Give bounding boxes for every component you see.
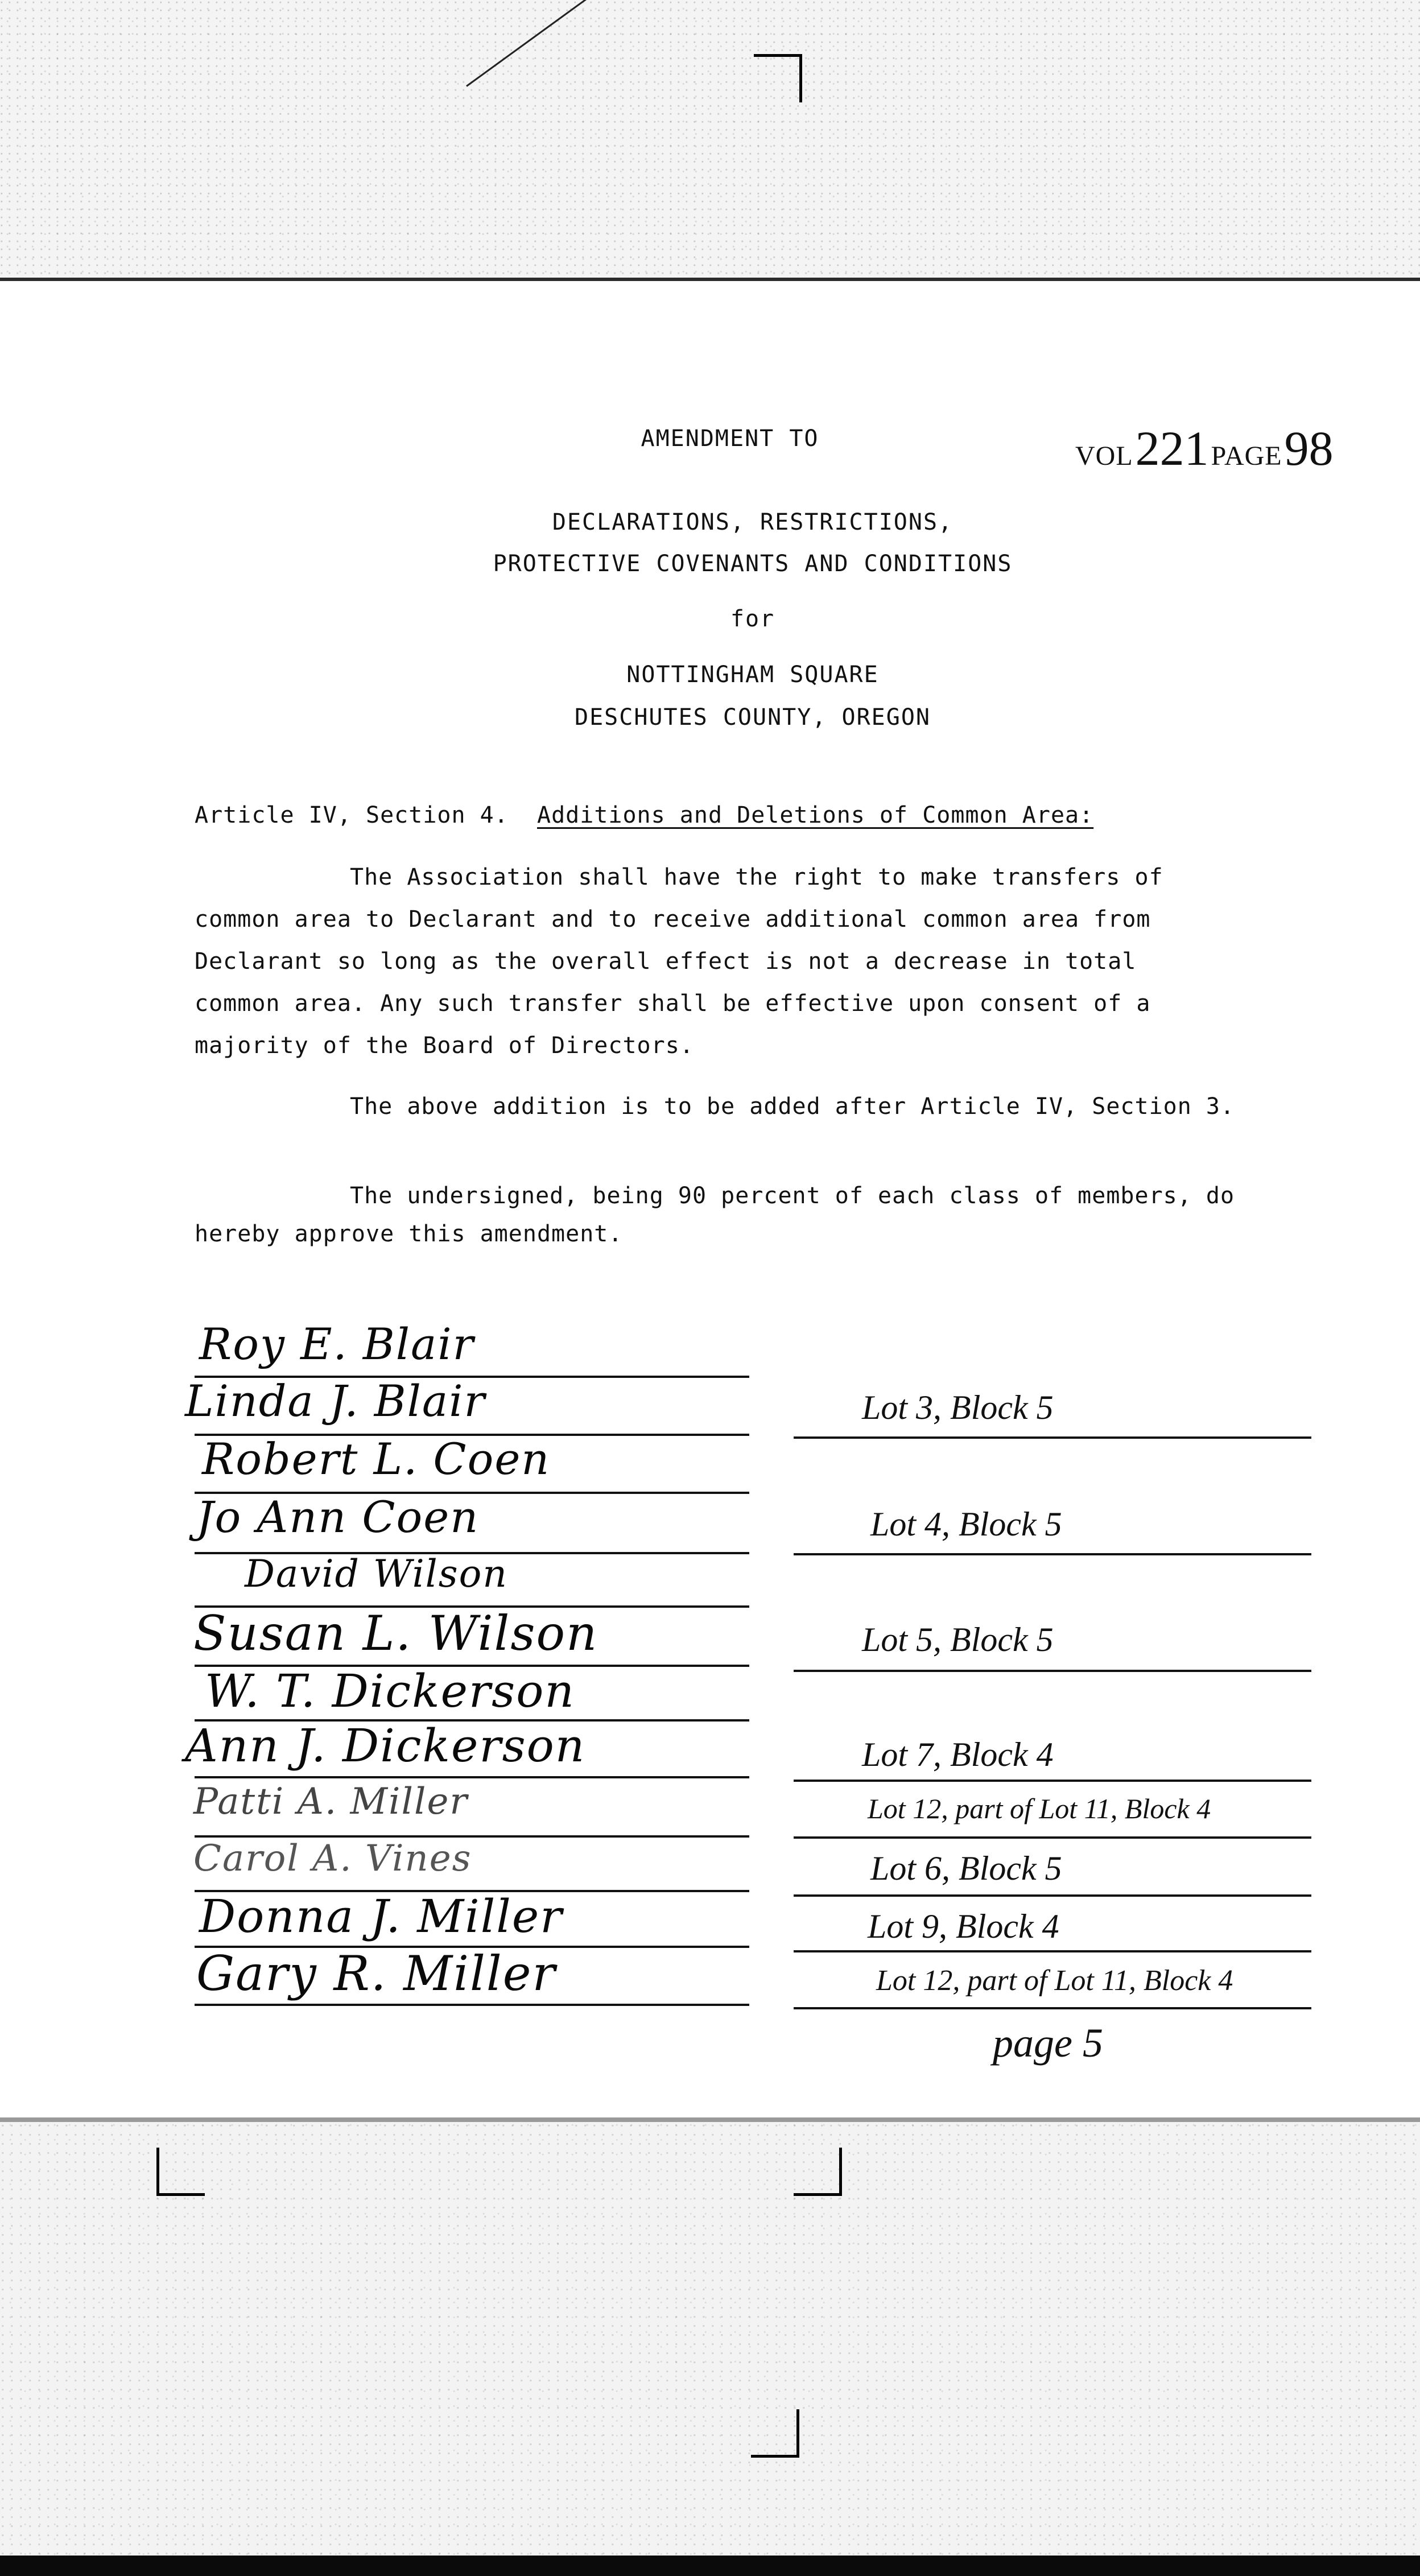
vol-label: VOL (1075, 441, 1133, 471)
sheet-edge-top (0, 278, 1420, 281)
crop-mark-top (754, 54, 802, 102)
crop-mark-lower (751, 2409, 799, 2458)
body-line-3: Declarant so long as the overall effect is not a decrease in total (195, 948, 1137, 975)
lot-entry: Lot 6, Block 5 (870, 1850, 1062, 1887)
signature-patti-miller: Patti A. Miller (193, 1781, 468, 1823)
sheet-edge-bottom (0, 2117, 1420, 2122)
lot-entry: Lot 5, Block 5 (862, 1621, 1054, 1658)
addition-note: The above addition is to be added after Article IV, Section 3. (350, 1093, 1235, 1120)
approval-line-2: hereby approve this amendment. (195, 1221, 623, 1247)
page-number: 98 (1284, 421, 1334, 476)
signature-line (195, 1776, 749, 1778)
lot-entry: Lot 12, part of Lot 11, Block 4 (868, 1793, 1211, 1824)
lot-entry: Lot 4, Block 5 (870, 1505, 1062, 1543)
lot-line (794, 1436, 1311, 1439)
scan-noise-top (0, 0, 1420, 279)
scan-noise-bottom (0, 2122, 1420, 2576)
signature-susan-wilson: Susan L. Wilson (193, 1605, 598, 1661)
signature-roy-blair: Roy E. Blair (199, 1319, 474, 1369)
body-line-1: The Association shall have the right to make transfers of (350, 864, 1163, 890)
crop-mark-bottom-left (156, 2148, 205, 2196)
signature-david-wilson: David Wilson (245, 1552, 508, 1596)
body-line-4: common area. Any such transfer shall be effective upon consent of a (195, 990, 1151, 1017)
title-for: for (730, 606, 775, 632)
lot-line (794, 1836, 1311, 1839)
signature-donna-miller: Donna J. Miller (199, 1890, 563, 1943)
scan-border-bottom (0, 2556, 1420, 2576)
signature-wt-dickerson: W. T. Dickerson (205, 1665, 575, 1718)
lot-entry: Lot 3, Block 5 (862, 1389, 1054, 1426)
article-title: Additions and Deletions of Common Area: (536, 802, 1094, 828)
body-line-5: majority of the Board of Directors. (195, 1033, 694, 1059)
signature-carol-vines: Carol A. Vines (193, 1838, 472, 1880)
signature-robert-coen: Robert L. Coen (202, 1434, 551, 1484)
vol-number: 221 (1135, 421, 1209, 476)
lot-line (794, 1780, 1311, 1782)
signature-linda-blair: Linda J. Blair (185, 1376, 486, 1426)
amendment-to-heading: AMENDMENT TO (641, 426, 819, 452)
lot-line (794, 1894, 1311, 1897)
lot-line (794, 1950, 1311, 1952)
lot-line (794, 1670, 1311, 1672)
signature-jo-ann-coen: Jo Ann Coen (196, 1492, 480, 1542)
volume-page-stamp (1075, 420, 1334, 477)
lot-line (794, 2007, 1311, 2009)
article-heading (195, 802, 1093, 828)
page-label: PAGE (1211, 441, 1282, 471)
body-line-2: common area to Declarant and to receive additional common area from (195, 906, 1151, 932)
lot-entry: Lot 7, Block 4 (862, 1736, 1054, 1773)
approval-line-1: The undersigned, being 90 percent of each class of members, do (350, 1183, 1235, 1209)
lot-entry: Lot 9, Block 4 (868, 1908, 1059, 1945)
lot-entry: Lot 12, part of Lot 11, Block 4 (876, 1964, 1233, 1997)
title-line-4: DESCHUTES COUNTY, OREGON (575, 704, 931, 730)
article-number: Article IV, Section 4. (195, 802, 509, 828)
lot-line (794, 1553, 1311, 1555)
signature-ann-dickerson: Ann J. Dickerson (185, 1719, 586, 1772)
title-line-2: PROTECTIVE COVENANTS AND CONDITIONS (493, 551, 1013, 577)
signature-line (195, 2004, 749, 2006)
title-line-3: NOTTINGHAM SQUARE (626, 662, 879, 688)
signature-gary-miller: Gary R. Miller (196, 1946, 556, 2001)
title-line-1: DECLARATIONS, RESTRICTIONS, (552, 509, 953, 535)
crop-mark-bottom-right (794, 2148, 842, 2196)
page-note: page 5 (993, 2020, 1103, 2066)
